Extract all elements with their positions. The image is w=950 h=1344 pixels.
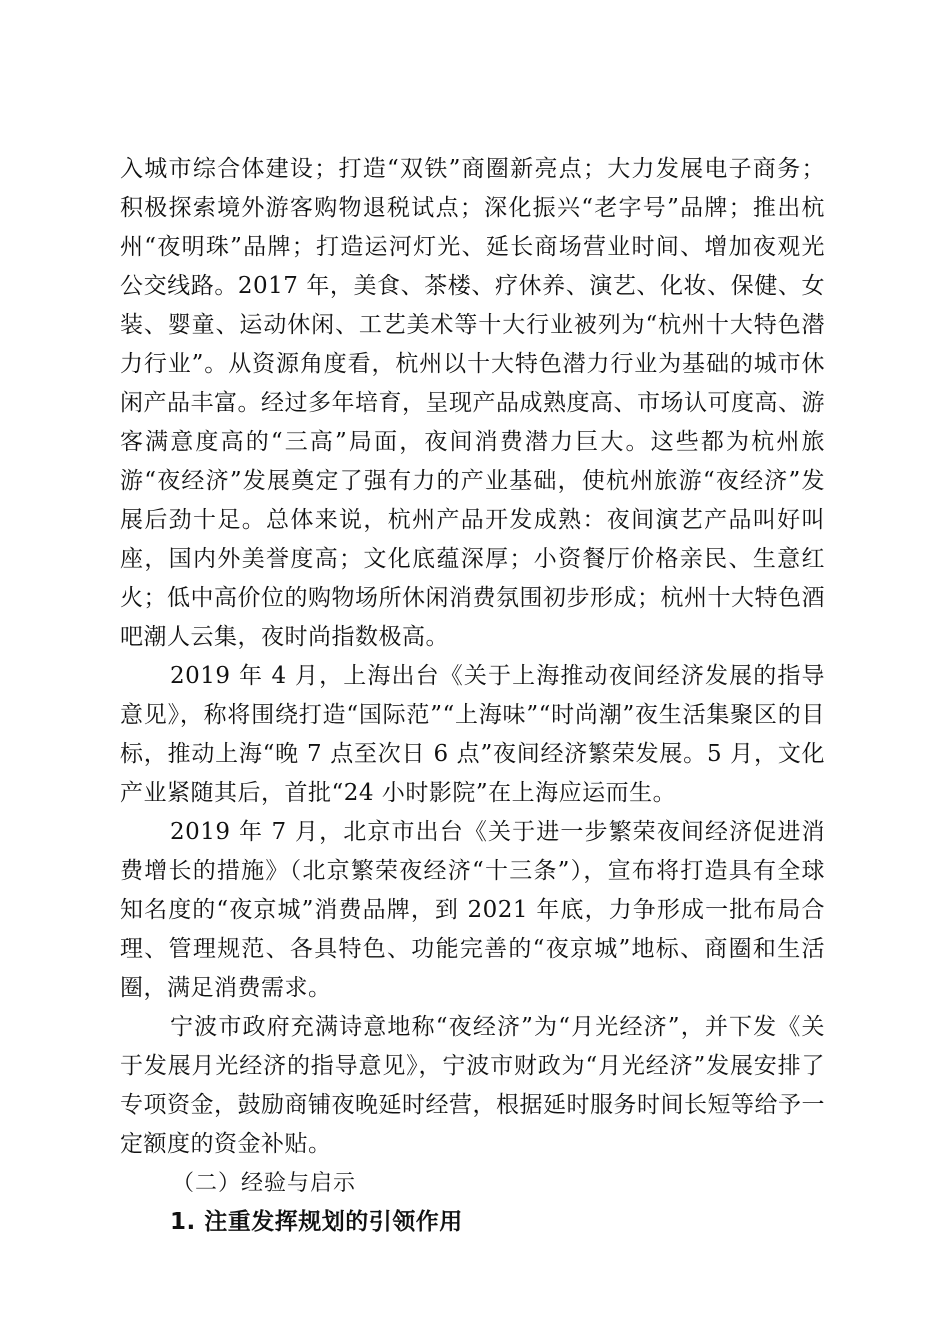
subsection-heading: 1. 注重发挥规划的引领作用 (170, 1209, 463, 1235)
paragraph-shanghai: 2019 年 4 月，上海出台《关于上海推动夜间经济发展的指导意见》，称将围绕打造“国际范”“上海味”“时尚潮”夜生活集聚区的目标，推动上海“晚 7 点至次日 6 点”夜间经济繁荣发展。5 月，文化产业紧随其后，首批“24 小时影院”在上海应运而生。 (120, 663, 825, 806)
paragraph-ningbo: 宁波市政府充满诗意地称“夜经济”为“月光经济”，并下发《关于发展月光经济的指导意见》，宁波市财政为“月光经济”发展安排了专项资金，鼓励商铺夜晚延时经营，根据延时服务时间长短等给予一定额度的资金补贴。 (120, 1014, 825, 1157)
section-heading: （二）经验与启示 (172, 1171, 357, 1196)
paragraph-hangzhou: 入城市综合体建设；打造“双铁”商圈新亮点；大力发展电子商务；积极探索境外游客购物退税试点；深化振兴“老字号”品牌；推出杭州“夜明珠”品牌；打造运河灯光、延长商场营业时间、增加夜观光公交线路。2017 年，美食、茶楼、疗休养、演艺、化妆、保健、女装、婴童、运动休闲、工艺美术等十大行业被列为“杭州十大特色潜力行业”。从资源角度看，杭州以十大特色潜力行业为基础的城市休闲产品丰富。经过多年培育，呈现产品成熟度高、市场认可度高、游客满意度高的“三高”局面，夜间消费潜力巨大。这些都为杭州旅游“夜经济”发展奠定了强有力的产业基础，使杭州旅游“夜经济”发展后劲十足。总体来说，杭州产品开发成熟：夜间演艺产品叫好叫座，国内外美誉度高；文化底蕴深厚；小资餐厅价格亲民、生意红火；低中高价位的购物场所休闲消费氛围初步形成；杭州十大特色酒吧潮人云集，夜时尚指数极高。 (120, 156, 825, 650)
paragraph-beijing: 2019 年 7 月，北京市出台《关于进一步繁荣夜间经济促进消费增长的措施》（北京繁荣夜经济“十三条”），宣布将打造具有全球知名度的“夜京城”消费品牌，到 2021 年底，力争形成一批布局合理、管理规范、各具特色、功能完善的“夜京城”地标、商圈和生活圈，满足消费需求。 (120, 819, 825, 1001)
document-body (120, 150, 825, 1242)
